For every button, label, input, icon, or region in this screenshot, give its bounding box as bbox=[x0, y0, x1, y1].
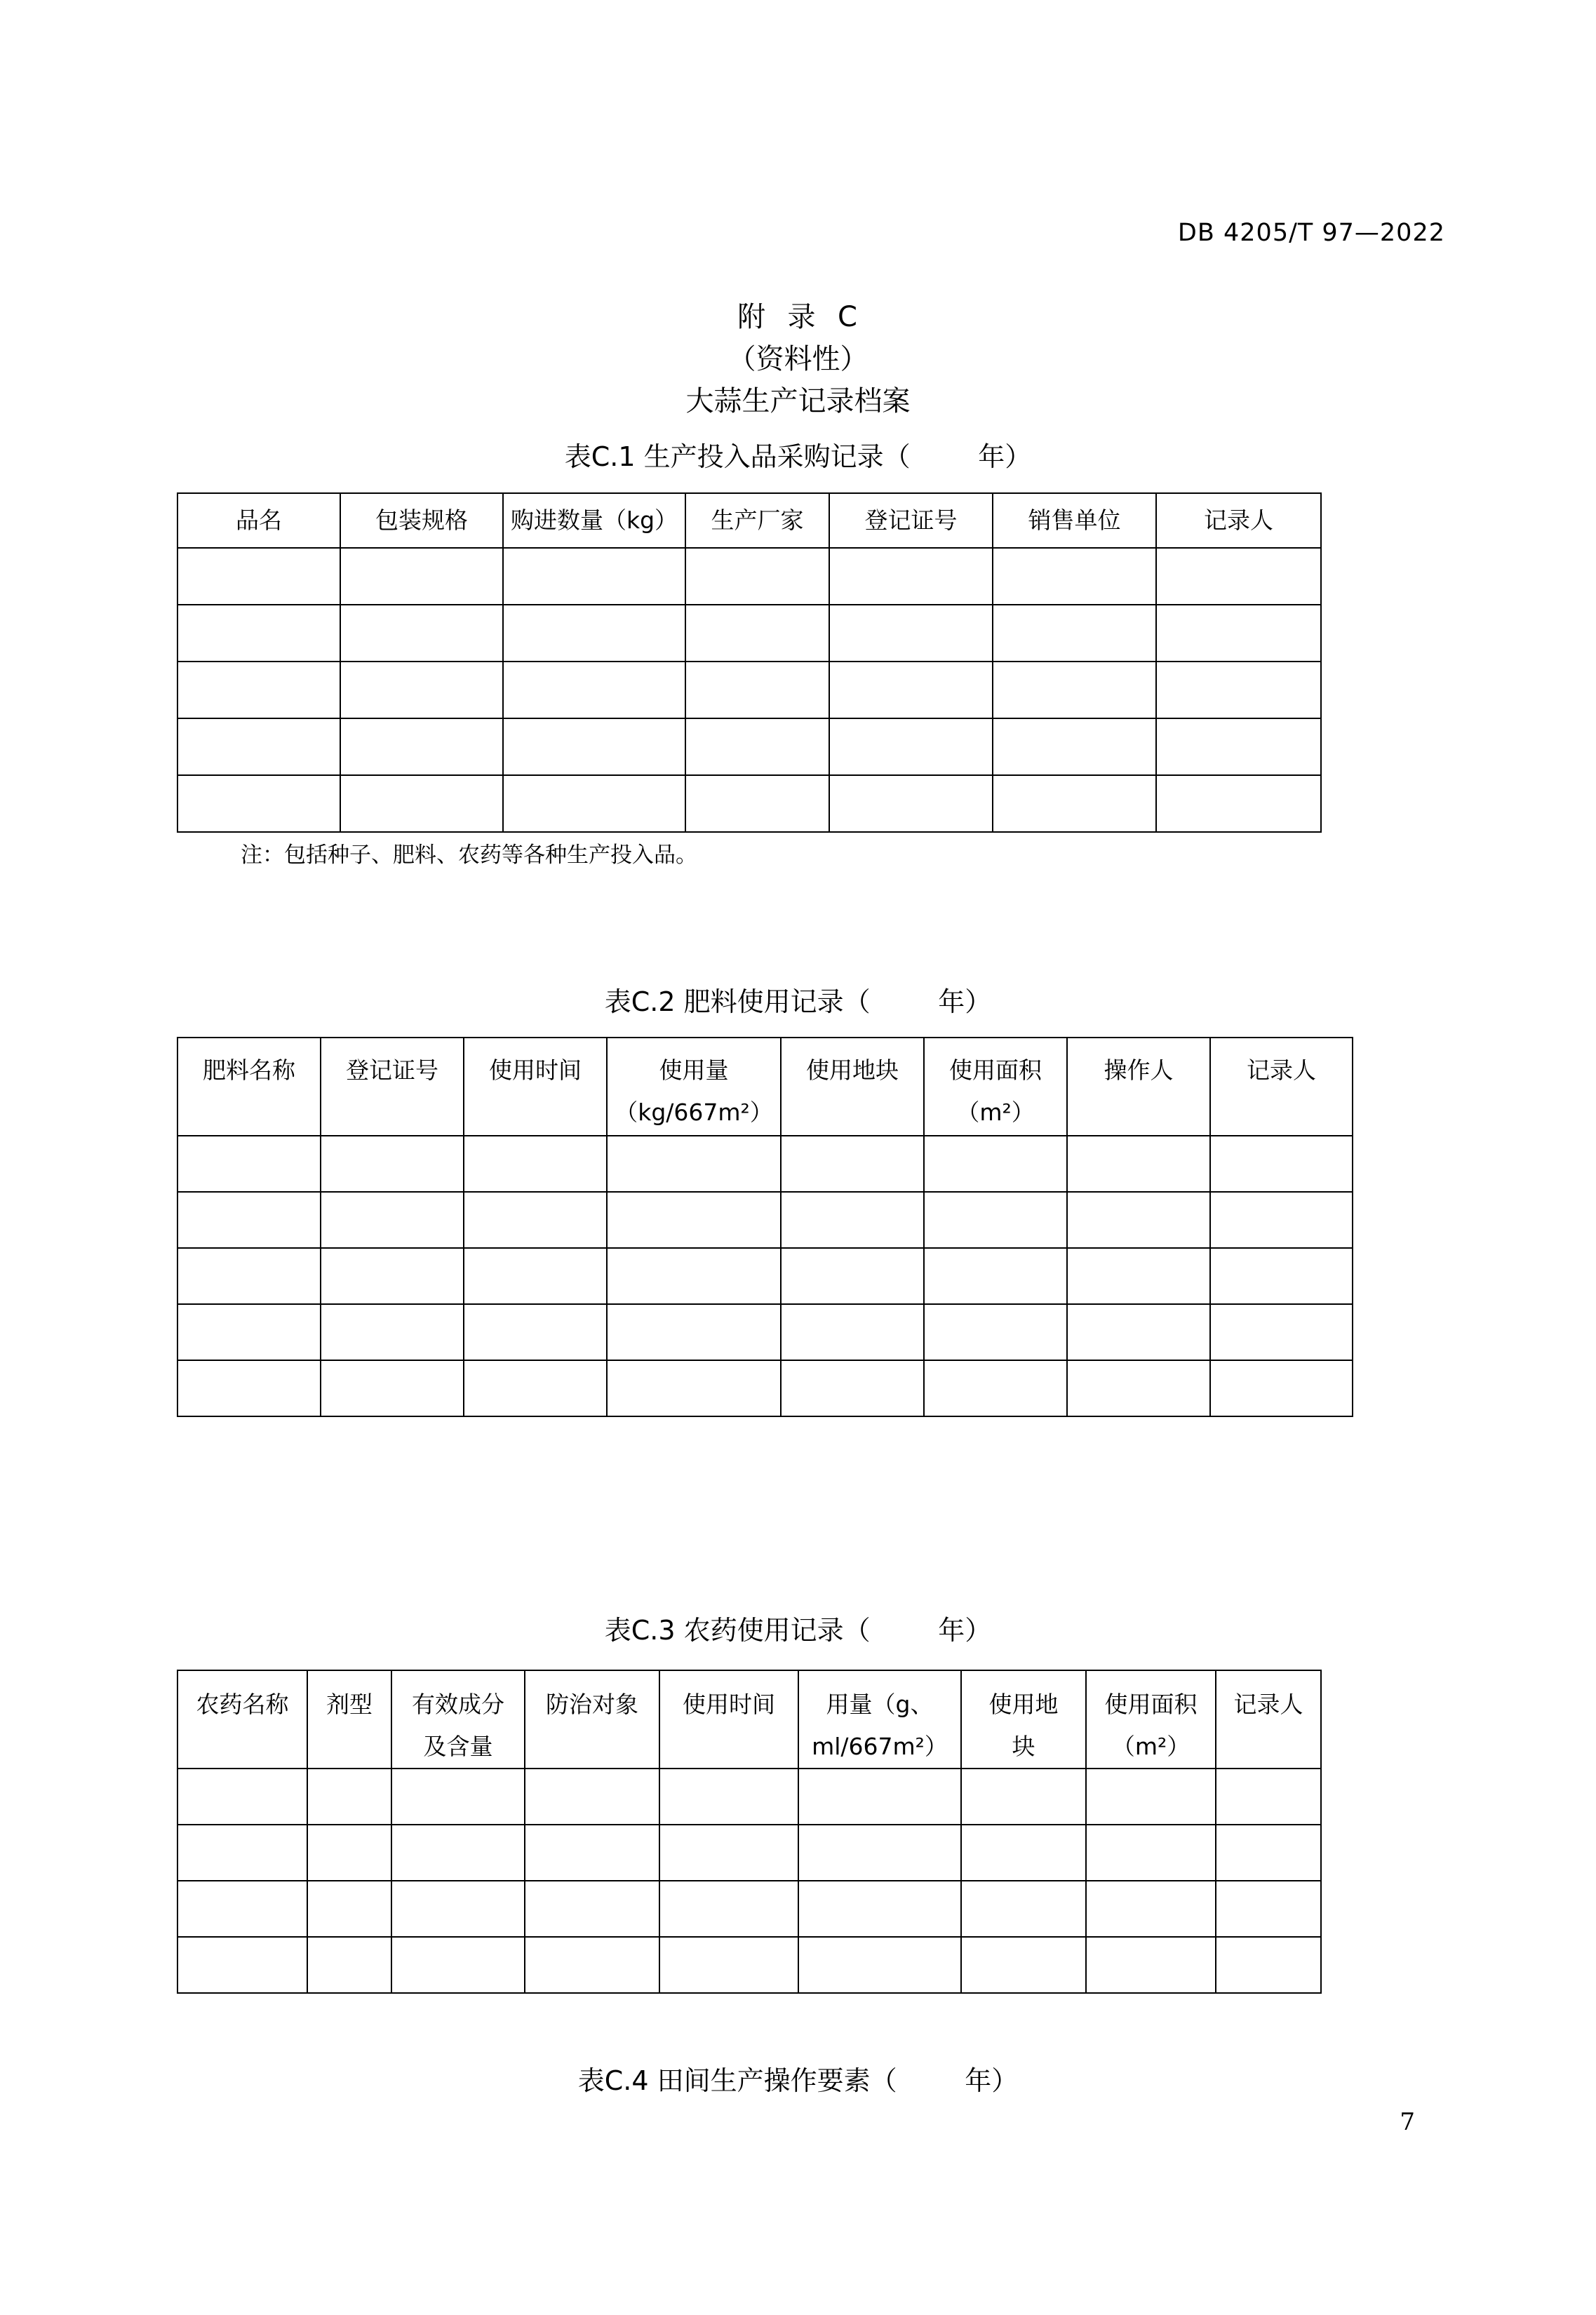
document-title: 大蒜生产记录档案 bbox=[685, 385, 911, 417]
table-cell[interactable] bbox=[924, 1304, 1067, 1360]
page-number: 7 bbox=[1400, 2108, 1415, 2136]
table-cell[interactable] bbox=[177, 1769, 307, 1825]
table-row bbox=[177, 1248, 1353, 1304]
table1-header-label: 购进数量（kg） bbox=[510, 506, 678, 534]
table-cell[interactable] bbox=[391, 1937, 525, 1993]
table-cell[interactable] bbox=[177, 1192, 321, 1248]
table-cell[interactable] bbox=[177, 1136, 321, 1192]
table-row bbox=[177, 662, 1321, 718]
appendix-nature: （资料性） bbox=[727, 343, 869, 375]
table-cell[interactable] bbox=[177, 605, 340, 662]
document-number: DB 4205/T 97—2022 bbox=[1177, 219, 1445, 247]
table-cell[interactable] bbox=[961, 1769, 1086, 1825]
table1-header bbox=[340, 493, 503, 548]
table-cell[interactable] bbox=[503, 718, 685, 775]
table-cell[interactable] bbox=[525, 1825, 659, 1881]
table-cell[interactable] bbox=[1210, 1248, 1353, 1304]
table-cell[interactable] bbox=[1210, 1360, 1353, 1416]
table-row bbox=[177, 718, 1321, 775]
table-cell[interactable] bbox=[829, 548, 993, 605]
table-cell[interactable] bbox=[993, 775, 1156, 832]
table-cell[interactable] bbox=[781, 1304, 924, 1360]
table-cell[interactable] bbox=[307, 1769, 391, 1825]
table-cell[interactable] bbox=[1156, 548, 1321, 605]
table-cell[interactable] bbox=[307, 1881, 391, 1937]
table-cell[interactable] bbox=[177, 775, 340, 832]
table-cell[interactable] bbox=[464, 1192, 607, 1248]
table-cell[interactable] bbox=[781, 1360, 924, 1416]
table-cell[interactable] bbox=[525, 1937, 659, 1993]
table-cell[interactable] bbox=[924, 1136, 1067, 1192]
table-cell[interactable] bbox=[659, 1881, 798, 1937]
table-cell[interactable] bbox=[1210, 1192, 1353, 1248]
table-cell[interactable] bbox=[685, 548, 829, 605]
table-cell[interactable] bbox=[340, 605, 503, 662]
table3-header-label: 有效成分 bbox=[412, 1691, 504, 1718]
table3-header-label: 块 bbox=[1012, 1733, 1035, 1760]
table-cell[interactable] bbox=[685, 775, 829, 832]
table1-header bbox=[829, 493, 993, 548]
table-cell[interactable] bbox=[1067, 1360, 1210, 1416]
table-cell[interactable] bbox=[961, 1881, 1086, 1937]
table-cell[interactable] bbox=[607, 1136, 781, 1192]
table-cell[interactable] bbox=[829, 718, 993, 775]
table2-header bbox=[464, 1038, 607, 1136]
table-cell[interactable] bbox=[391, 1881, 525, 1937]
table3-header-label: 防治对象 bbox=[546, 1691, 638, 1718]
table3-caption: 表C.3 农药使用记录（ 年） bbox=[604, 1615, 992, 1646]
table-cell[interactable] bbox=[464, 1360, 607, 1416]
table3-header bbox=[307, 1670, 391, 1769]
table3-header bbox=[1086, 1670, 1216, 1769]
table2-header-label: （kg/667m²） bbox=[615, 1099, 773, 1126]
table-cell[interactable] bbox=[685, 605, 829, 662]
table3-header bbox=[177, 1670, 307, 1769]
table-cell[interactable] bbox=[391, 1769, 525, 1825]
table-cell[interactable] bbox=[307, 1937, 391, 1993]
table-cell[interactable] bbox=[1156, 662, 1321, 718]
table-cell[interactable] bbox=[321, 1136, 464, 1192]
table2-header bbox=[177, 1038, 321, 1136]
table-cell[interactable] bbox=[321, 1304, 464, 1360]
table-cell[interactable] bbox=[1067, 1248, 1210, 1304]
table-row bbox=[177, 1881, 1321, 1937]
table-cell[interactable] bbox=[607, 1360, 781, 1416]
table4-caption: 表C.4 田间生产操作要素（ 年） bbox=[577, 2065, 1019, 2096]
table-row bbox=[177, 1360, 1353, 1416]
table3-header bbox=[798, 1670, 961, 1769]
table-cell[interactable] bbox=[177, 548, 340, 605]
table-cell[interactable] bbox=[177, 1825, 307, 1881]
table1-header-label: 品名 bbox=[236, 506, 282, 534]
table-cell[interactable] bbox=[525, 1881, 659, 1937]
table-cell[interactable] bbox=[829, 775, 993, 832]
table-cell[interactable] bbox=[961, 1825, 1086, 1881]
table3-header bbox=[1216, 1670, 1321, 1769]
table2-header bbox=[1210, 1038, 1353, 1136]
table2-header-label: 操作人 bbox=[1104, 1056, 1174, 1084]
table2-header-label: 使用面积 bbox=[949, 1056, 1042, 1084]
table-cell[interactable] bbox=[340, 548, 503, 605]
table-cell[interactable] bbox=[993, 718, 1156, 775]
table2-header-label: （m²） bbox=[956, 1099, 1035, 1126]
table-row bbox=[177, 548, 1321, 605]
table3-header bbox=[391, 1670, 525, 1769]
table1-header bbox=[685, 493, 829, 548]
table-cell[interactable] bbox=[798, 1881, 961, 1937]
table-cell[interactable] bbox=[321, 1360, 464, 1416]
purchase-record-table bbox=[177, 492, 1322, 833]
table1-header-label: 销售单位 bbox=[1028, 506, 1121, 534]
table3-header-label: ml/667m²） bbox=[812, 1733, 948, 1760]
table-cell[interactable] bbox=[340, 775, 503, 832]
table-cell[interactable] bbox=[1216, 1825, 1321, 1881]
table-cell[interactable] bbox=[177, 1881, 307, 1937]
table2-header bbox=[781, 1038, 924, 1136]
table2-header-label: 登记证号 bbox=[346, 1056, 438, 1084]
table2-header-label: 使用量 bbox=[659, 1056, 729, 1084]
table1-header-label: 包装规格 bbox=[375, 506, 468, 534]
table1-header-label: 生产厂家 bbox=[711, 506, 804, 534]
table-row bbox=[177, 1825, 1321, 1881]
table2-header-label: 肥料名称 bbox=[203, 1056, 295, 1084]
table3-header-label: 使用面积 bbox=[1104, 1691, 1198, 1718]
table-cell[interactable] bbox=[503, 605, 685, 662]
table-cell[interactable] bbox=[464, 1136, 607, 1192]
table-cell[interactable] bbox=[503, 775, 685, 832]
table-cell[interactable] bbox=[1216, 1937, 1321, 1993]
table1-header-label: 登记证号 bbox=[864, 506, 958, 534]
table3-header-label: （m²） bbox=[1111, 1733, 1191, 1760]
table-cell[interactable] bbox=[1216, 1769, 1321, 1825]
table3-header-label: 剂型 bbox=[326, 1691, 373, 1718]
table-cell[interactable] bbox=[781, 1192, 924, 1248]
table-cell[interactable] bbox=[340, 718, 503, 775]
table-cell[interactable] bbox=[798, 1825, 961, 1881]
table-cell[interactable] bbox=[1216, 1881, 1321, 1937]
table-cell[interactable] bbox=[781, 1248, 924, 1304]
table-cell[interactable] bbox=[503, 662, 685, 718]
table-cell[interactable] bbox=[1067, 1304, 1210, 1360]
table3-header-label: 农药名称 bbox=[196, 1691, 289, 1718]
table-cell[interactable] bbox=[177, 1304, 321, 1360]
table-cell[interactable] bbox=[798, 1937, 961, 1993]
table2-header-label: 记录人 bbox=[1247, 1056, 1316, 1084]
table-cell[interactable] bbox=[391, 1825, 525, 1881]
table1-header-label: 记录人 bbox=[1204, 506, 1273, 534]
table-cell[interactable] bbox=[464, 1248, 607, 1304]
table-cell[interactable] bbox=[659, 1825, 798, 1881]
table2-header bbox=[607, 1038, 781, 1136]
table-cell[interactable] bbox=[829, 662, 993, 718]
table3-header-label: 使用地 bbox=[988, 1691, 1059, 1718]
table-cell[interactable] bbox=[924, 1248, 1067, 1304]
table3-header bbox=[961, 1670, 1086, 1769]
table3-header-label: 及含量 bbox=[423, 1733, 493, 1760]
appendix-title: 附 录 C bbox=[737, 301, 859, 333]
table-cell[interactable] bbox=[1210, 1304, 1353, 1360]
table-cell[interactable] bbox=[503, 548, 685, 605]
table-cell[interactable] bbox=[781, 1136, 924, 1192]
table-cell[interactable] bbox=[924, 1360, 1067, 1416]
table-cell[interactable] bbox=[177, 1937, 307, 1993]
table-row bbox=[177, 775, 1321, 832]
table-row bbox=[177, 605, 1321, 662]
table-cell[interactable] bbox=[340, 662, 503, 718]
table3-header-label: 记录人 bbox=[1233, 1691, 1303, 1718]
table-cell[interactable] bbox=[685, 718, 829, 775]
table-cell[interactable] bbox=[1086, 1937, 1216, 1993]
table-cell[interactable] bbox=[961, 1937, 1086, 1993]
table-cell[interactable] bbox=[1156, 775, 1321, 832]
table-row bbox=[177, 1769, 1321, 1825]
table1-caption: 表C.1 生产投入品采购记录（ 年） bbox=[564, 441, 1032, 472]
table2-header bbox=[1067, 1038, 1210, 1136]
table1-note: 注：包括种子、肥料、农药等各种生产投入品。 bbox=[241, 843, 697, 868]
table-cell[interactable] bbox=[607, 1192, 781, 1248]
table-cell[interactable] bbox=[993, 662, 1156, 718]
table1-header bbox=[503, 493, 685, 548]
table-cell[interactable] bbox=[1086, 1825, 1216, 1881]
table-cell[interactable] bbox=[464, 1304, 607, 1360]
table-row bbox=[177, 1136, 1353, 1192]
table-cell[interactable] bbox=[993, 548, 1156, 605]
table-cell[interactable] bbox=[1086, 1769, 1216, 1825]
table-cell[interactable] bbox=[924, 1192, 1067, 1248]
table1-header bbox=[1156, 493, 1321, 548]
table-cell[interactable] bbox=[1067, 1192, 1210, 1248]
table-cell[interactable] bbox=[1067, 1136, 1210, 1192]
table-cell[interactable] bbox=[1156, 718, 1321, 775]
table2-header bbox=[321, 1038, 464, 1136]
table-cell[interactable] bbox=[607, 1248, 781, 1304]
table-cell[interactable] bbox=[321, 1248, 464, 1304]
fertilizer-record-table bbox=[177, 1037, 1353, 1417]
table2-header-label: 使用地块 bbox=[806, 1056, 899, 1084]
table2-header-label: 使用时间 bbox=[489, 1056, 582, 1084]
table-cell[interactable] bbox=[307, 1825, 391, 1881]
table-cell[interactable] bbox=[177, 1360, 321, 1416]
table-cell[interactable] bbox=[177, 1248, 321, 1304]
pesticide-record-table bbox=[177, 1670, 1322, 1994]
table-cell[interactable] bbox=[829, 605, 993, 662]
table3-header-label: 使用时间 bbox=[683, 1691, 775, 1718]
table-cell[interactable] bbox=[1156, 605, 1321, 662]
table1-header bbox=[177, 493, 340, 548]
table-row bbox=[177, 1192, 1353, 1248]
table-row bbox=[177, 1937, 1321, 1993]
table-cell[interactable] bbox=[685, 662, 829, 718]
table-cell[interactable] bbox=[177, 718, 340, 775]
table-cell[interactable] bbox=[1210, 1136, 1353, 1192]
table3-header bbox=[525, 1670, 659, 1769]
table1-header bbox=[993, 493, 1156, 548]
table-cell[interactable] bbox=[525, 1769, 659, 1825]
table-cell[interactable] bbox=[607, 1304, 781, 1360]
table-row bbox=[177, 1304, 1353, 1360]
table-cell[interactable] bbox=[321, 1192, 464, 1248]
table3-header-label: 用量（g、 bbox=[826, 1691, 934, 1718]
table-cell[interactable] bbox=[659, 1769, 798, 1825]
table3-header bbox=[659, 1670, 798, 1769]
table-cell[interactable] bbox=[798, 1769, 961, 1825]
table-cell[interactable] bbox=[659, 1937, 798, 1993]
table2-header bbox=[924, 1038, 1067, 1136]
table2-caption: 表C.2 肥料使用记录（ 年） bbox=[604, 986, 992, 1017]
table-cell[interactable] bbox=[177, 662, 340, 718]
table-cell[interactable] bbox=[993, 605, 1156, 662]
table-cell[interactable] bbox=[1086, 1881, 1216, 1937]
